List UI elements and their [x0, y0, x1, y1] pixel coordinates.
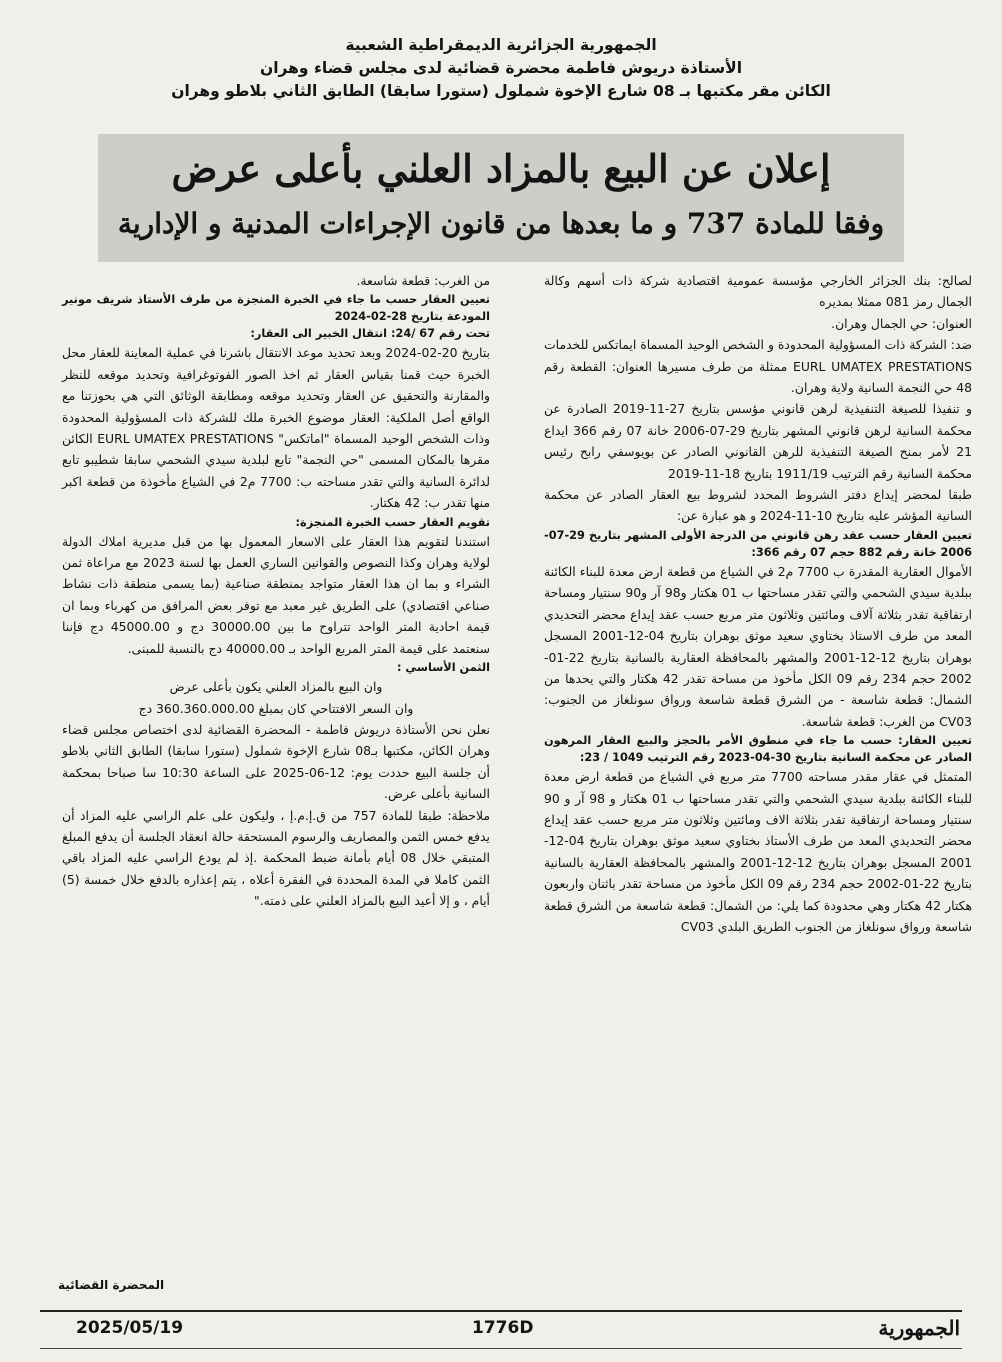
right-column	[544, 270, 972, 937]
heading-base-price: الثمن الأساسي :	[396, 661, 490, 675]
line-opening-price: وان السعر الافتتاحي كان بمبلغ 360.360.000.00 دج	[138, 700, 414, 716]
issue-number: 1776D	[472, 1318, 534, 1338]
paragraph-creditor-address: العنوان: حي الجمال وهران.	[831, 315, 972, 331]
heading-valuation: تقويم العقار حسب الخبرة المنجزة:	[295, 515, 490, 529]
paragraph-auction-date: نعلن نحن الأستاذة دريوش فاطمة - المحضرة القضائية لدى اختصاص مجلس قضاء وهران الكائن، مكتبها بـ08 شارع الإخوة شملول (ستورا سابقا) الطابق الثاني بلاطو أن جلسة البيع حددت يوم: 12-06-2025 على الساعة 10:30 سا صباحا بمحكمة السانية بأعلى عرض.	[62, 721, 490, 802]
newspaper-logo: الجمهورية	[878, 1316, 960, 1340]
footer-bottom-rule	[40, 1348, 962, 1349]
paragraph-property-description: الأموال العقارية المقدرة ب 7700 م2 في الشياع من قطعة ارض معدة للبناء الكائنة ببلدية سيدي الشحمي والتي تقدر مساحتها ب 01 هكتار و98 آر و90 سنتيار ومساحة ارتفاقية تقدر بثلاثة آلاف ومائتين وثلاثون متر مربع حسب عقد إيداع محضر التحديدي المعد من طرف الاستاذ بختاوي سعيد موثق بوهران بتاريخ 04-12-2001 المسجل بوهران بتاريخ 12-12-2001 والمشهر بالمحافظة العقارية بالسانية بتاريخ 22-01-2002 حجم 234 رقم 09 الكل مأخوذ من مساحة تقدر 42 هكتار والتي يحدها من الشمال: قطعة شاسعة - من الشرق قطعة شاسعة ورواق سونلغاز من الجنوب: CV03 من الغرب: قطعة شاسعة.	[544, 563, 972, 729]
paragraph-conditions-deposit: طبقا لمحضر إيداع دفتر الشروط المحدد لشروط بيع العقار الصادر عن محكمة السانية المؤشر عليه بتاريخ 10-11-2024 و هو عبارة عن:	[544, 487, 972, 524]
title-box	[98, 134, 904, 262]
paragraph-west-boundary: من الغرب: قطعة شاسعة.	[356, 273, 490, 288]
publication-date: 2025/05/19	[76, 1318, 184, 1338]
notice-title: إعلان عن البيع بالمزاد العلني بأعلى عرض	[171, 146, 831, 191]
notice-subtitle: وفقا للمادة 737 و ما بعدها من قانون الإجراءات المدنية و الإدارية	[117, 207, 885, 240]
line-highest-bid: وان البيع بالمزاد العلني يكون بأعلى عرض	[169, 679, 383, 695]
left-column	[62, 270, 490, 912]
header-line-1: الجمهورية الجزائرية الديمقراطية الشعبية	[345, 36, 657, 54]
letterhead	[120, 34, 882, 103]
signature-title: المحضرة القضائية	[58, 1278, 165, 1292]
paragraph-valuation: استندنا لتقويم هذا العقار على الاسعار المعمول بها من قبل مديرية املاك الدولة لولاية وهران وكذا النصوص والقوانين الساري العمل بها لسنة 2023 مع مراعاة ثمن الشراء و بما ان هذا العقار متواجد بمنطقة صناعية (بما يسمى منطقة ذات نشاط صناعي اقتصادي) على الطريق غير معبد مع توفر بعض المرافق من كهرباء وبما ان قيمة احادية المتر الواحد تتراوح ما بين 30000.00 دج و 45000.00 دج فإننا سنعتمد على قيمة المتر المربع الواحد بـ 40000.00 دج بالنسبة للمبنى.	[62, 533, 490, 656]
header-line-3: الكائن مقر مكتبها بـ 08 شارع الإخوة شملول (ستورا سابقا) الطابق الثاني بلاطو وهران	[171, 82, 831, 100]
heading-mortgage-designation: تعيين العقار حسب عقد رهن قانوني من الدرجة الأولى المشهر بتاريخ 29-07-2006 خانة رقم 882 حجم 07 رقم 366:	[544, 528, 972, 559]
paragraph-expertise-report: بتاريخ 20-02-2024 وبعد تحديد موعد الانتقال باشرنا في عملية المعاينة للعقار محل الخبرة حيث قمنا بقياس العقار ثم اخذ الصور الفوتوغرافية وتحديد موقعه للنظر والمقارنة والتحقيق عن العقار وتحديد موقعه ومطابقة الوثائق التي هي بحوزتنا مع الواقع أصل الملكية: العقار موضوع الخبرة ملك للشركة ذات المسؤولية المحدودة وذات الشخص الوحيد المسماة "اماتكس" EURL UMATEX PRESTATIONS الكائن مقرها بالمكان المسمى "حي النجمة" تابع لبلدية سيدي الشحمي سابقا شطيبو تابع لدائرة السانية والتي تقدر مساحته ب: 7700 م2 في الشياع مأخوذة من قطعة اكبر منها تقدر ب: 42 هكتار.	[62, 345, 491, 511]
heading-expert-visit: تحت رقم 67 /24: انتقال الخبير الى العقار:	[250, 327, 490, 341]
heading-expertise: تعيين العقار حسب ما جاء في الخبرة المنجزة من طرف الأستاذ شريف مونير المودعة بتاريخ 28-02-2024	[62, 293, 490, 324]
heading-seizure-order: تعيين العقار: حسب ما جاء في منطوق الأمر بالحجز والبيع العقار المرهون الصادر عن محكمة السانية بتاريخ 30-04-2023 رقم الترتيب 1049 / 23:	[544, 734, 972, 765]
footer-divider	[40, 1310, 962, 1312]
paragraph-debtor: ضد: الشركة ذات المسؤولية المحدودة و الشخص الوحيد المسماة ايماتكس للخدمات EURL UMATEX PRESTATIONS ممثلة من طرف مسيرها العنوان: القطعة رقم 48 حي النجمة السانية ولاية وهران.	[544, 337, 972, 396]
paragraph-note: ملاحظة: طبقا للمادة 757 من ق.إ.م.إ ، وليكون على علم الراسي عليه المزاد أن يدفع خمس الثمن والمصاريف والرسوم المستحقة حالة انعقاد الجلسة أن يدفع المبلغ المتبقي خلال 08 أيام بأمانة ضبط المحكمة .إذ لم يودع الراسي عليه المزاد باقي الثمن كاملا في المدة المحددة في الفقرة أعلاه ، يتم إعذاره بالدفع خلال خمسة (5) أيام ، و إلا أعيد البيع بالمزاد العلني على ذمته."	[62, 807, 491, 909]
header-line-2: الأستاذة دريوش فاطمة محضرة قضائية لدى مجلس قضاء وهران	[259, 59, 743, 77]
paragraph-enforcement: و تنفيذا للصيغة التنفيذية لرهن قانوني مؤسس بتاريخ 27-11-2019 الصادرة عن محكمة السانية لرهن قانوني المشهر بتاريخ 29-07-2006 خانة 07 رقم 366 ايداع 21 لأمر بمنح الصيغة التنفيذية للرهن القانوني الصادر عن بويوسفي رابح رئيس محكمة السانية رقم الترتيب 1911/19 بتاريخ 18-11-2019	[544, 401, 972, 481]
paragraph-property-detail: المتمثل في عقار مقدر مساحته 7700 متر مربع في الشياع من قطعة ارض معدة للبناء الكائنة ببلدية سيدي الشحمي والتي تقدر مساحتها ب 01 هكتار و 98 آر و 90 سنتيار ومساحة ارتفاقية تقدر بثلاثة الاف ومائتين وثلاثون متر مربع حسب عقد إيداع محضر التحديدي المعد من طرف الأستاذ بختاوي سعيد موثق بوهران بتاريخ 04-12-2001 المسجل بوهران بتاريخ 12-12-2001 والمشهر بالمحافظة العقارية بالسانية بتاريخ 22-01-2002 حجم 234 رقم 09 الكل مأخوذ من مساحة تقدر باثنان واربعون هكتار 42 هكتار وهي محدودة كما يلي: من الشمال: قطعة شاسعة من الشرق قطعة شاسعة ورواق سونلغاز من الجنوب الطريق البلدي CV03	[544, 769, 973, 934]
paragraph-creditor: لصالح: بنك الجزائر الخارجي مؤسسة عمومية اقتصادية شركة ذات أسهم وكالة الجمال رمز 081 ممثلا بمديره	[544, 273, 972, 310]
